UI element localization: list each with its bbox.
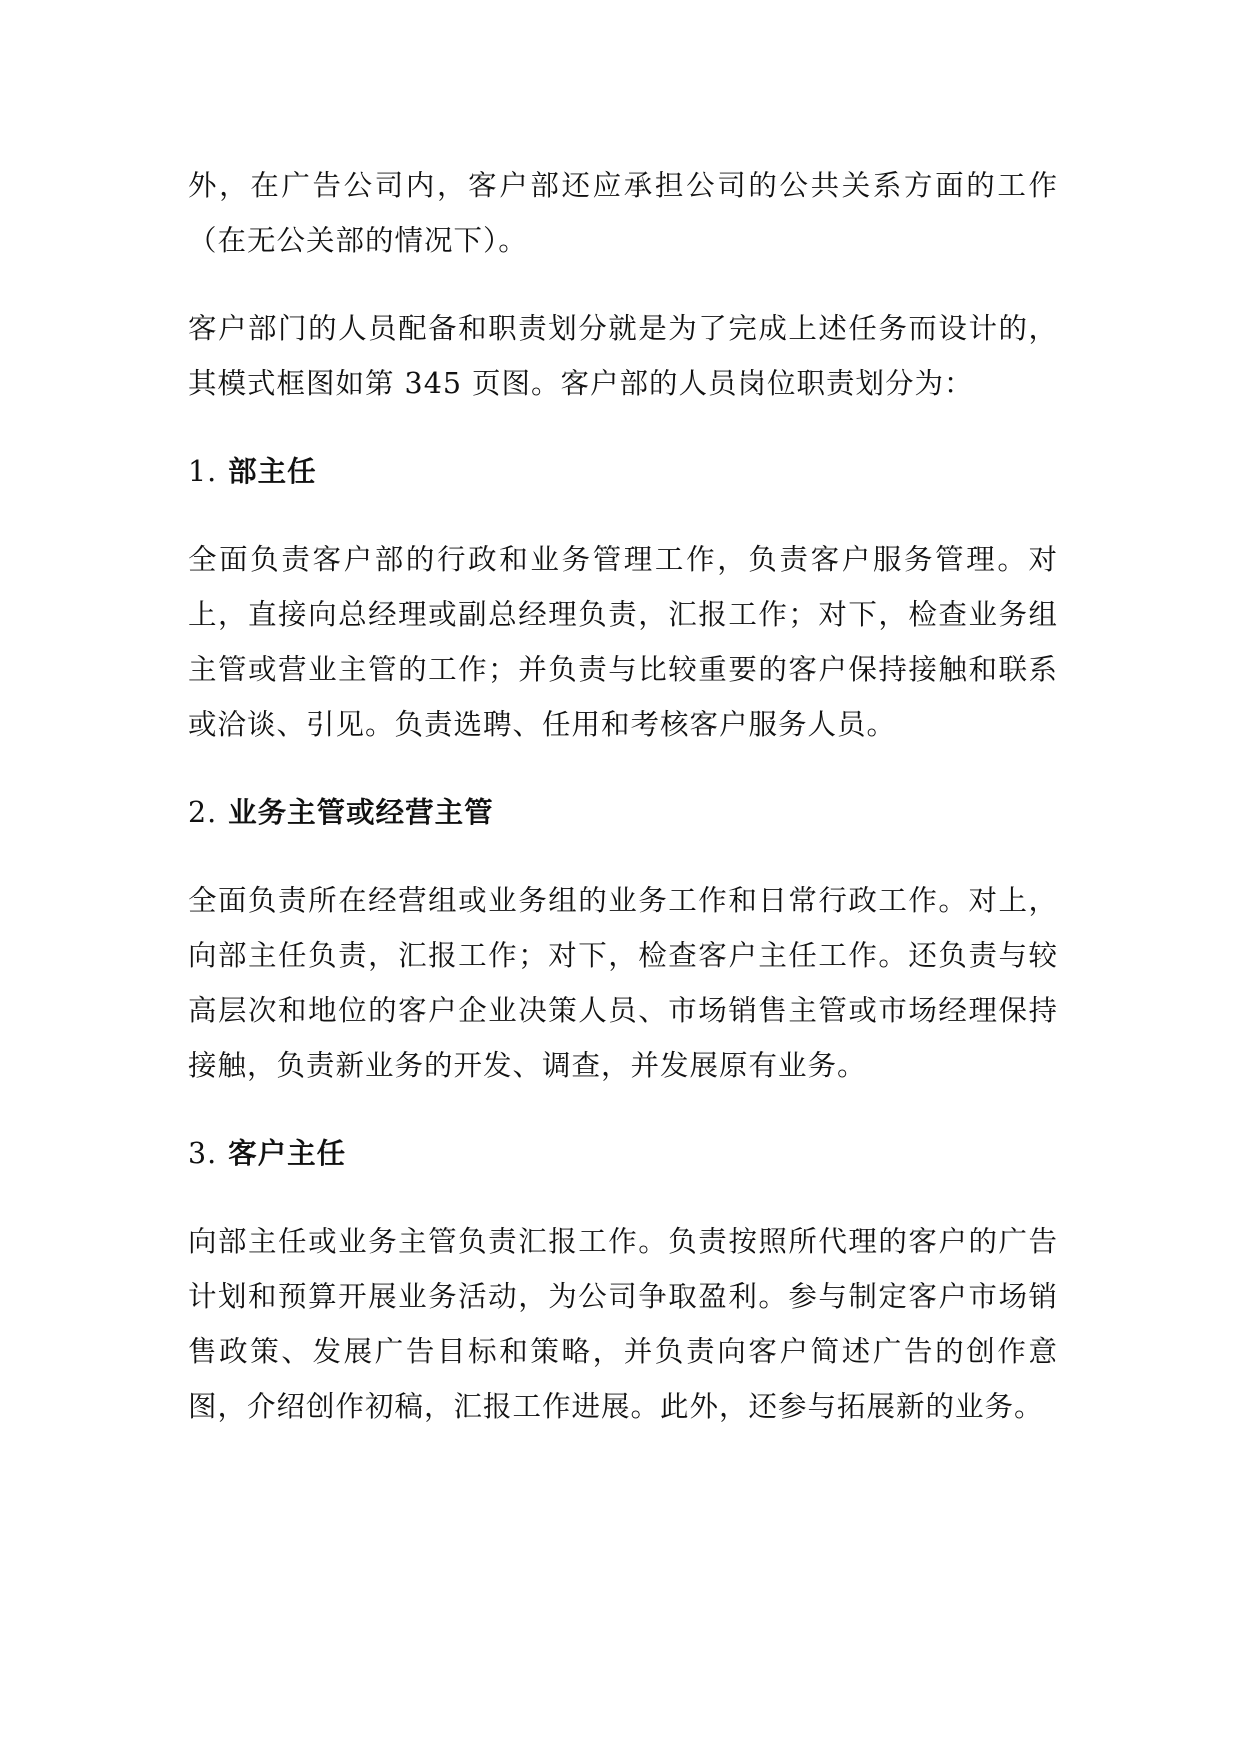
section-number: 2. (188, 796, 218, 829)
document-body (188, 158, 1058, 1467)
section-heading-2 (188, 785, 1058, 840)
paragraph-account-director: 向部主任或业务主管负责汇报工作。负责按照所代理的客户的广告计划和预算开展业务活动，为公司争取盈利。参与制定客户市场销售政策、发展广告目标和策略，并负责向客户简述广告的创作意图，介绍创作初稿，汇报工作进展。此外，还参与拓展新的业务。 (188, 1225, 1058, 1423)
paragraph-department-director: 全面负责客户部的行政和业务管理工作，负责客户服务管理。对上，直接向总经理或副总经理负责，汇报工作；对下，检查业务组主管或营业主管的工作；并负责与比较重要的客户保持接触和联系或洽谈、引见。负责选聘、任用和考核客户服务人员。 (188, 543, 1058, 741)
section-title: 客户主任 (228, 1137, 347, 1170)
paragraph-staffing-overview: 客户部门的人员配备和职责划分就是为了完成上述任务而设计的，其模式框图如第 345 页图。客户部的人员岗位职责划分为： (188, 312, 1058, 400)
section-number: 1. (188, 455, 218, 488)
section-heading-1 (188, 444, 1058, 499)
section-heading-3 (188, 1126, 1058, 1181)
section-number: 3. (188, 1137, 218, 1170)
section-title: 部主任 (228, 455, 317, 488)
paragraph-intro-continuation: 外，在广告公司内，客户部还应承担公司的公共关系方面的工作（在无公关部的情况下）。 (188, 169, 1058, 257)
section-title: 业务主管或经营主管 (228, 796, 494, 829)
paragraph-business-supervisor: 全面负责所在经营组或业务组的业务工作和日常行政工作。对上，向部主任负责，汇报工作；对下，检查客户主任工作。还负责与较高层次和地位的客户企业决策人员、市场销售主管或市场经理保持接触，负责新业务的开发、调查，并发展原有业务。 (188, 884, 1058, 1082)
